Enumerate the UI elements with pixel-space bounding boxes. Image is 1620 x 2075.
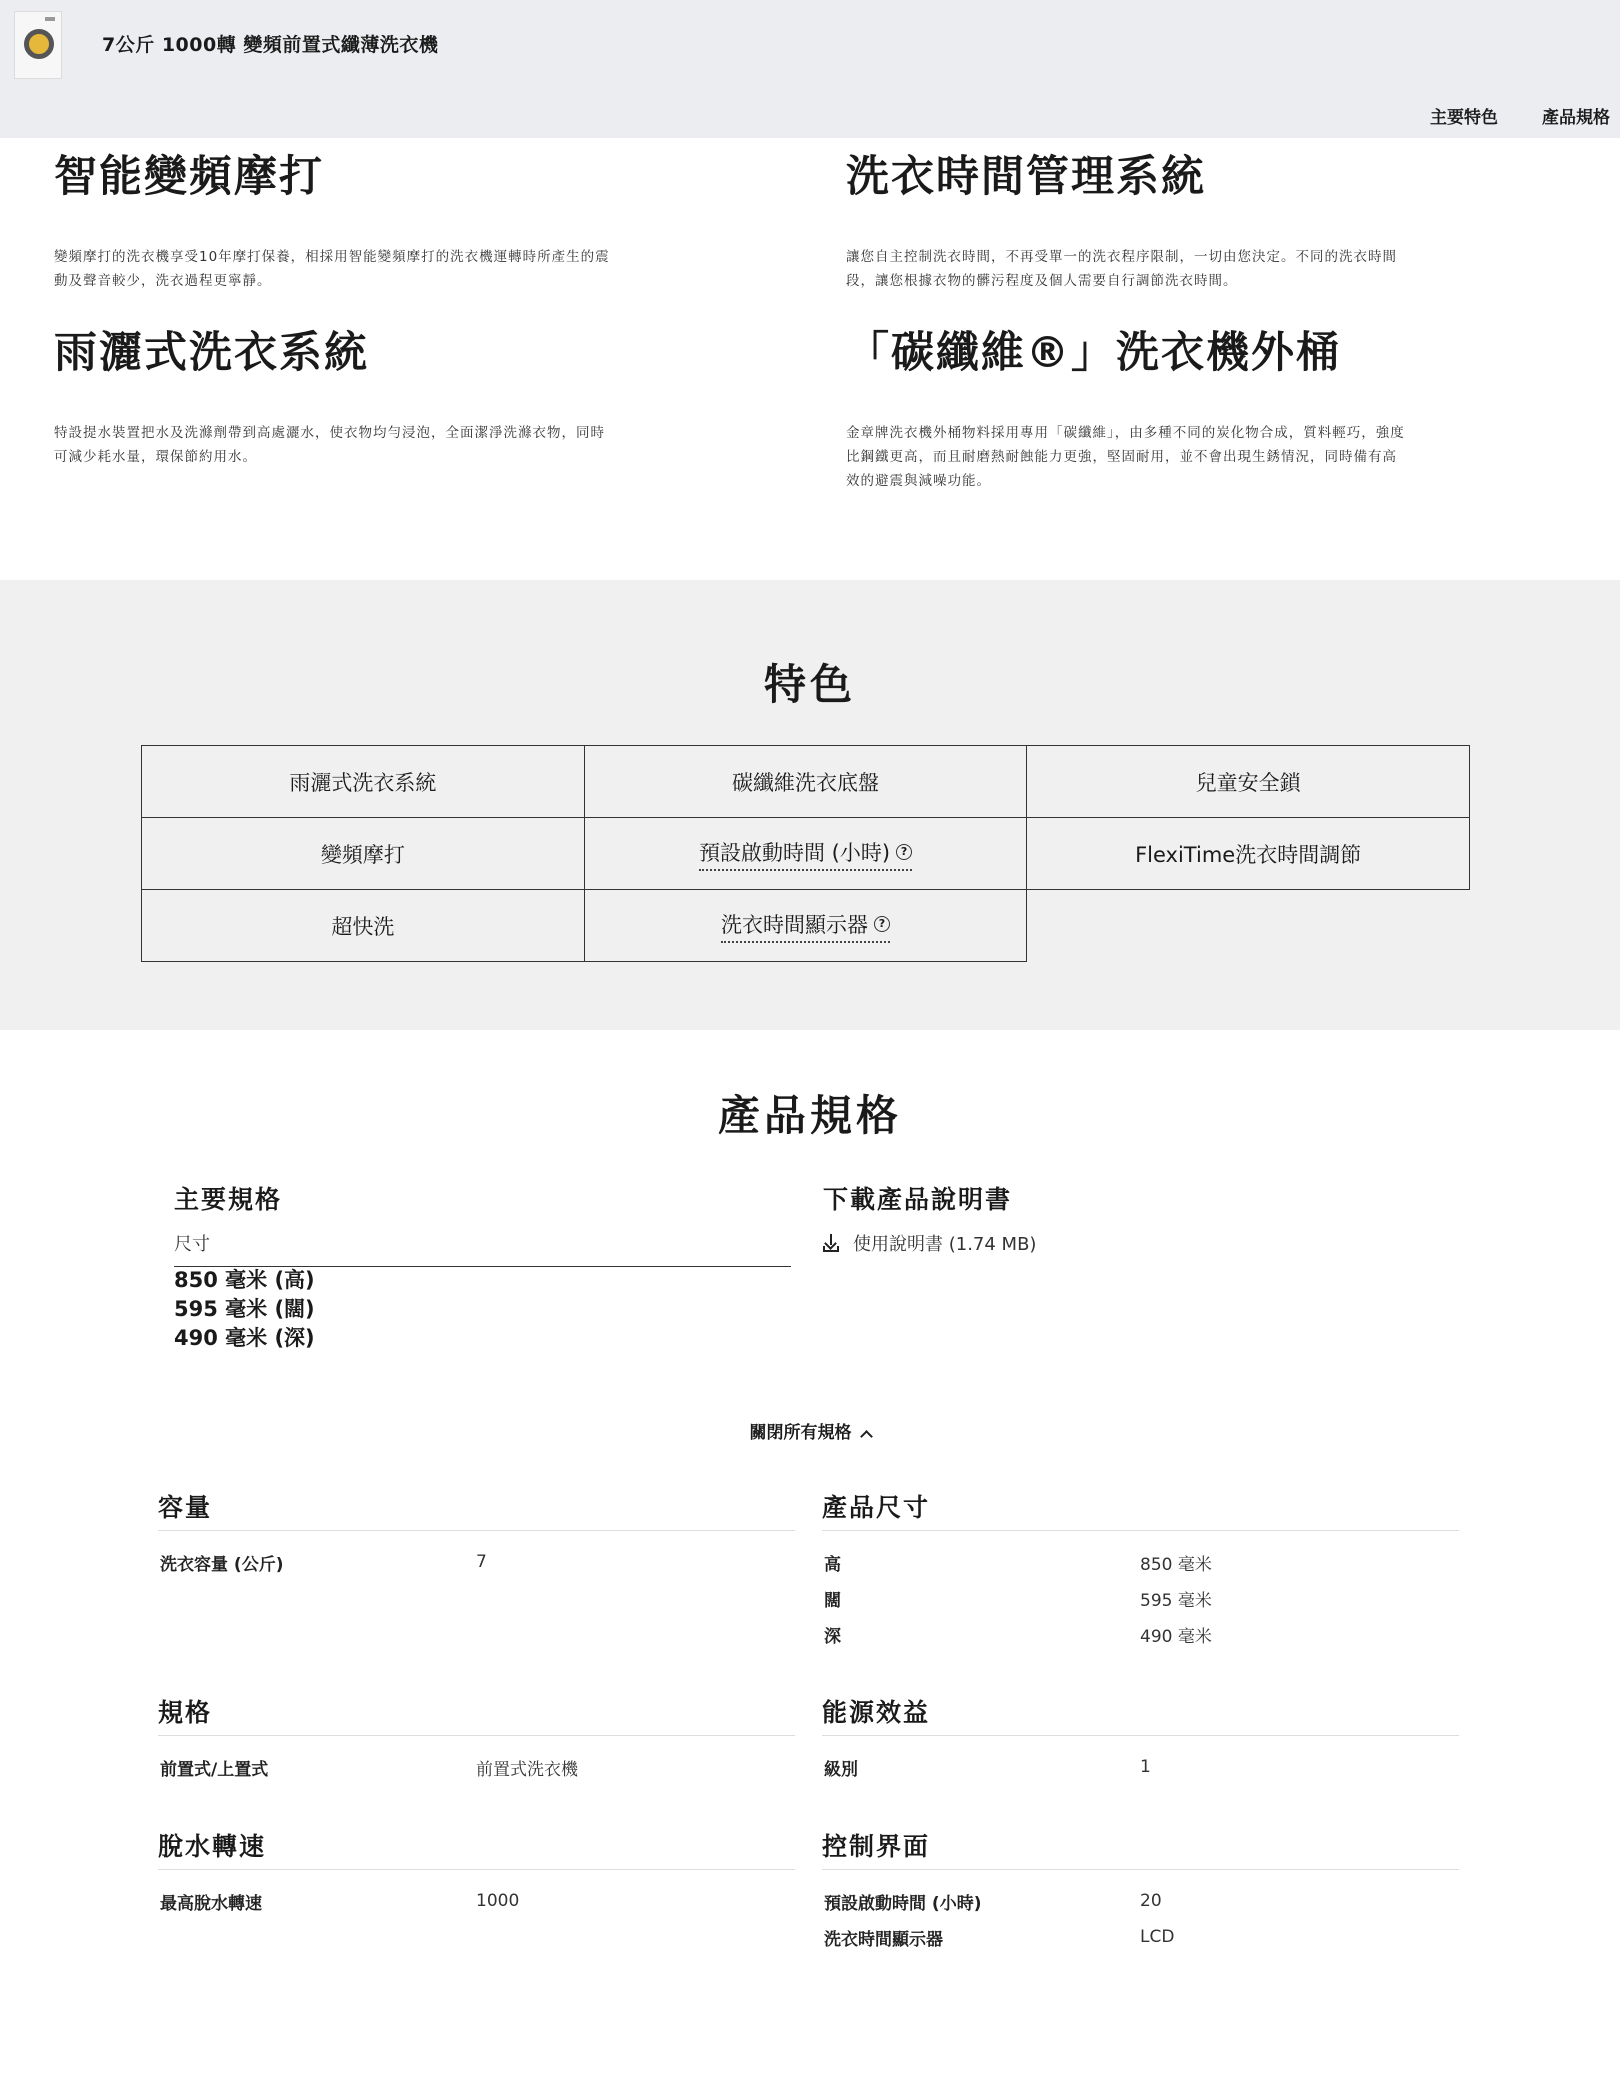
spec-row (822, 1544, 1459, 1580)
spec-group-title: 控制界面 (822, 1832, 931, 1861)
spec-row (822, 1919, 1459, 1955)
spec-key: 高 (824, 1554, 841, 1575)
sticky-header (0, 0, 1620, 138)
spec-group-capacity (158, 1488, 795, 1580)
product-thumbnail[interactable] (14, 11, 62, 79)
spec-value: 850 毫米 (1140, 1554, 1212, 1575)
spec-key: 洗衣時間顯示器 (824, 1929, 943, 1950)
spec-key: 闊 (824, 1590, 841, 1611)
collapse-all-specs-button[interactable] (0, 1418, 1620, 1443)
spec-group-title: 容量 (158, 1493, 213, 1522)
product-title: 7公斤 1000轉 變頻前置式纖薄洗衣機 (102, 34, 439, 56)
spec-group-title: 規格 (158, 1698, 213, 1727)
manual-label: 使用說明書 (1.74 MB) (853, 1234, 1037, 1255)
question-icon[interactable]: ? (874, 916, 890, 932)
thumbnail-control-panel (45, 17, 55, 21)
feature-block (54, 330, 614, 469)
feature-text: 特設提水裝置把水及洗滌劑帶到高處灑水，使衣物均勻浸泡，全面潔淨洗滌衣物，同時可減少耗水量，環保節約用水。 (54, 425, 605, 466)
spec-row (158, 1883, 795, 1919)
tooltip-trigger[interactable] (721, 909, 890, 943)
nav-key-features[interactable]: 主要特色 (1430, 108, 1498, 128)
highlight-cell: 兒童安全鎖 (1026, 745, 1470, 818)
spec-group-title: 產品尺寸 (822, 1493, 931, 1522)
manual-download-link[interactable] (823, 1230, 1036, 1256)
question-icon[interactable]: ? (896, 844, 912, 860)
highlight-cell: 碳纖維洗衣底盤 (584, 745, 1028, 818)
spec-group-spin-speed (158, 1827, 795, 1919)
thumbnail-drum (24, 29, 54, 59)
highlight-cell: 變頻摩打 (141, 817, 585, 890)
feature-block (54, 154, 614, 293)
feature-block (846, 330, 1406, 493)
main-specs-heading: 主要規格 (174, 1185, 283, 1214)
dimension-values (174, 1266, 315, 1353)
nav-specifications[interactable]: 產品規格 (1542, 108, 1610, 128)
spec-group-controls (822, 1827, 1459, 1955)
feature-title: 雨灑式洗衣系統 (54, 328, 369, 378)
highlight-cell (584, 817, 1028, 890)
feature-block (846, 154, 1406, 293)
chevron-up-icon (860, 1430, 873, 1443)
spec-key: 前置式/上置式 (160, 1759, 269, 1780)
spec-key: 深 (824, 1626, 841, 1647)
spec-value: 前置式洗衣機 (476, 1759, 578, 1780)
divider (822, 1530, 1459, 1531)
spec-value: 20 (1140, 1891, 1162, 1911)
spec-row (158, 1749, 795, 1785)
feature-text: 變頻摩打的洗衣機享受10年摩打保養，相採用智能變頻摩打的洗衣機運轉時所產生的震動及聲音較少，洗衣過程更寧靜。 (54, 249, 610, 290)
spec-group-energy (822, 1693, 1459, 1785)
spec-row (822, 1883, 1459, 1919)
highlight-cell: 超快洗 (141, 889, 585, 962)
feature-text: 金章牌洗衣機外桶物料採用專用「碳纖維」，由多種不同的炭化物合成，質料輕巧，強度比鋼鐵更高，而且耐磨熱耐蝕能力更強，堅固耐用，並不會出現生銹情況，同時備有高效的避震與減噪功能。 (846, 425, 1405, 490)
dimension-label: 尺寸 (174, 1234, 210, 1255)
toggle-label: 關閉所有規格 (749, 1423, 852, 1443)
divider (822, 1869, 1459, 1870)
highlight-label: 洗衣時間顯示器 (720, 912, 868, 937)
highlights-section (0, 580, 1620, 1030)
spec-key: 洗衣容量 (公斤) (160, 1554, 284, 1575)
dimension-height: 850 毫米 (高) (174, 1268, 315, 1292)
tooltip-trigger[interactable] (699, 837, 912, 871)
spec-row (158, 1544, 795, 1580)
highlights-title: 特色 (763, 660, 856, 709)
spec-value: 1 (1140, 1757, 1151, 1777)
highlight-cell: 雨灑式洗衣系統 (141, 745, 585, 818)
highlight-cell: FlexiTime洗衣時間調節 (1026, 817, 1470, 890)
spec-value: LCD (1140, 1927, 1175, 1947)
feature-title: 洗衣時間管理系統 (846, 152, 1206, 202)
divider (158, 1530, 795, 1531)
spec-group-dimensions (822, 1488, 1459, 1652)
spec-key: 級別 (824, 1759, 858, 1780)
download-icon (823, 1234, 839, 1252)
dimension-depth: 490 毫米 (深) (174, 1326, 315, 1350)
spec-row (822, 1749, 1459, 1785)
spec-key: 預設啟動時間 (小時) (824, 1893, 982, 1914)
dimension-width: 595 毫米 (闊) (174, 1297, 315, 1321)
empty-cell (1026, 889, 1470, 962)
spec-key: 最高脫水轉速 (160, 1893, 262, 1914)
divider (158, 1735, 795, 1736)
spec-group-type (158, 1693, 795, 1785)
spec-value: 490 毫米 (1140, 1626, 1212, 1647)
feature-title: 智能變頻摩打 (54, 152, 324, 202)
spec-value: 7 (476, 1552, 487, 1572)
highlight-label: 預設啟動時間 (小時) (698, 840, 891, 865)
divider (158, 1869, 795, 1870)
spec-value: 1000 (476, 1891, 520, 1911)
highlights-grid (141, 745, 1472, 961)
divider (822, 1735, 1459, 1736)
feature-text: 讓您自主控制洗衣時間，不再受單一的洗衣程序限制，一切由您決定。不同的洗衣時間段，讓您根據衣物的髒污程度及個人需要自行調節洗衣時間。 (846, 249, 1397, 290)
top-nav (1430, 103, 1610, 128)
spec-value: 595 毫米 (1140, 1590, 1212, 1611)
spec-row (822, 1580, 1459, 1616)
spec-group-title: 能源效益 (822, 1698, 931, 1727)
spec-row (822, 1616, 1459, 1652)
highlight-cell (584, 889, 1028, 962)
spec-group-title: 脫水轉速 (158, 1832, 267, 1861)
feature-title: 「碳纖維®」洗衣機外桶 (846, 328, 1341, 378)
download-heading: 下載產品說明書 (823, 1185, 1013, 1214)
specs-title: 產品規格 (717, 1091, 902, 1140)
